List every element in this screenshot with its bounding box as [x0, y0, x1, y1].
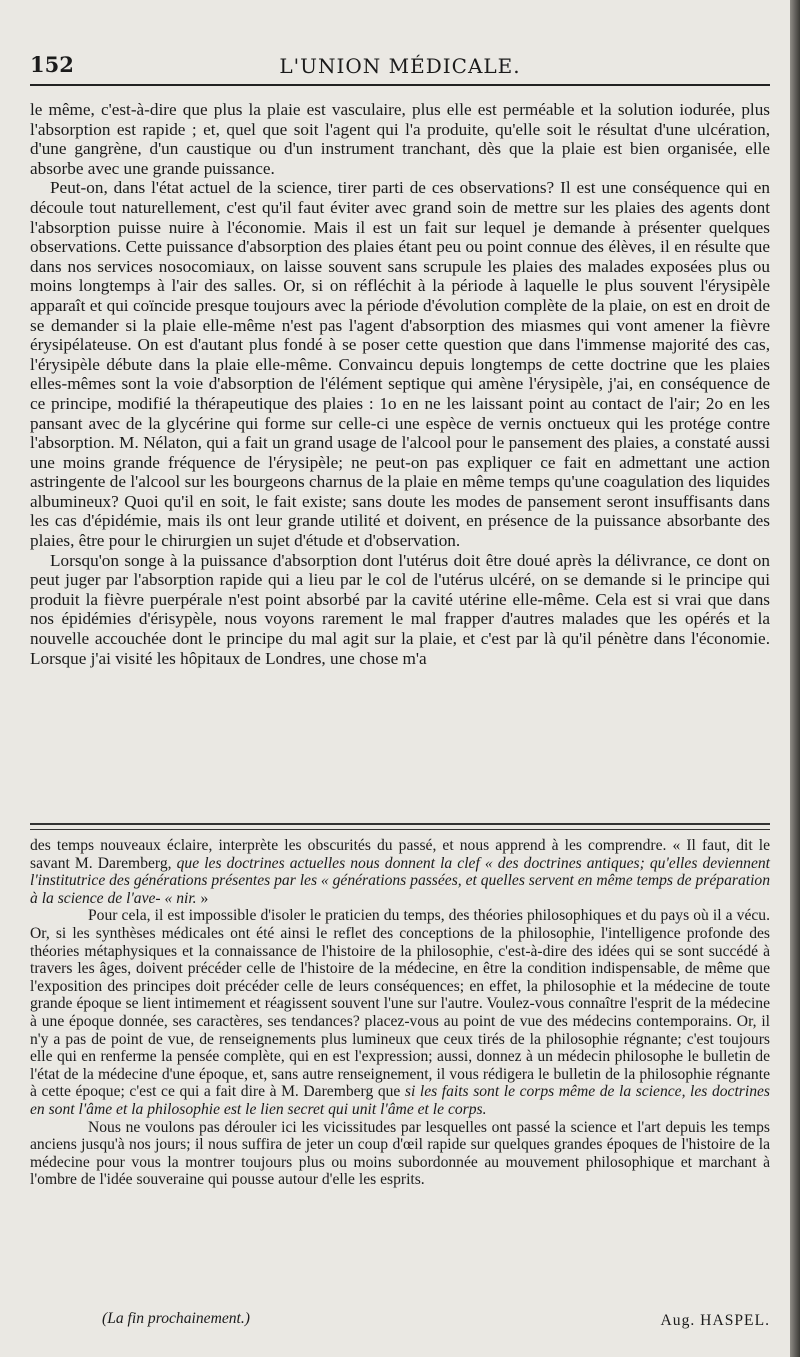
- author-signature: Aug. HASPEL.: [660, 1312, 770, 1329]
- note-paragraph-3: Nous ne voulons pas dérouler ici les vicissitudes par lesquelles ont passé la science et l'art depuis les temps anciens jusqu'à nos jours; il nous suffira de jeter un coup d'œil rapide sur quelques grandes époques de l'histoire de la médecine pour vous la montrer toujours plus ou moins subordonnée au mouvement philosophique et marchant à l'ombre de l'idée souveraine qui pousse autour d'elle les esprits.: [30, 1118, 770, 1189]
- note-quote-1: que les doctrines actuelles nous donnent la clef « des doctrines antiques; qu'elles deviennent l'institutrice des générations présentes par les « générations passées, et quelles servent en même temps de préparation à la science de l'ave- « nir.: [30, 854, 771, 907]
- signature-line: [30, 1310, 770, 1332]
- header-rule: [30, 84, 770, 86]
- page-number: 152: [30, 52, 74, 77]
- section-divider: [30, 823, 770, 830]
- note-paragraph-1-text: des temps nouveaux éclaire, interprète les obscurités du passé, et nous apprend à les comprendre. « Il faut, dit le savant M. Daremberg,: [30, 837, 770, 872]
- note-paragraph-2-text: Pour cela, il est impossible d'isoler le praticien du temps, des théories philosophiques et du pays où il a vécu. Or, si les synthèses médicales ont été ainsi le reflet des conceptions de la philosophie, l'intelligence profonde des théories métaphysiques et la connaissance de l'histoire de la philosophie, c'est-à-dire des idées qui se sont succédé à travers les âges, doivent précéder celle de l'histoire de la médecine, en être la condition indispensable, de même que l'exposition des principes doit précéder celle de leurs conséquences; en effet, la philosophie et la médecine de toute grande époque se lient intimement et réagissent souvent l'une sur l'autre. Voulez-vous connaître l'esprit de la médecine à une époque donnée, ses caractères, ses tendances? placez-vous au point de vue des médecins contemporains. Or, il n'y a pas de point de vue, de renseignements plus lumineux que ceux tirés de la philosophie régnante; c'est toujours elle qui en renferme la pensée complète, qui en est l'expression; aussi, donnez à un médecin philosophe le bulletin de l'état de la médecine d'une époque, et, sans autre renseignement, il vous rédigera le bulletin de la philosophie régnante à cette époque; c'est ce qui a fait dire à M. Daremberg que: [30, 907, 770, 1101]
- note-quote-2: si les faits sont le corps même de la science, les doctrines en sont l'âme et la philosophie est le lien secret qui unit l'âme et le corps.: [30, 1083, 770, 1118]
- note-paragraph-1: [30, 837, 770, 907]
- note-paragraph-2: [30, 907, 770, 1118]
- journal-title: L'UNION MÉDICALE.: [279, 54, 521, 78]
- note-paragraph-1-end: »: [196, 889, 209, 907]
- page-binding-edge: [790, 0, 800, 1357]
- main-paragraph-2: Peut-on, dans l'état actuel de la science, tirer parti de ces observations? Il est une conséquence qui en découle tout naturellement, c'est qu'il faut éviter avec grand soin de mettre sur les plaies des agents dont l'absorption puisse nuire à l'économie. Mais il est un fait sur lequel je demande à présenter quelques observations. Cette puissance d'absorption des plaies étant peu ou point connue des élèves, il en résulte que dans nos services nosocomiaux, on laisse souvent sans scrupule les plaies des malades exposées plus ou moins longtemps à l'air des salles. Or, si on réfléchit à la période à laquelle le plus souvent l'érysipèle apparaît et qui coïncide presque toujours avec la période d'évolution complète de la plaie, on est en droit de se demander si la plaie elle-même n'est pas l'agent d'absorption des miasmes qui vont amener la fièvre érysipélateuse. On est d'autant plus fondé à se poser cette question que dans l'immense majorité des cas, l'érysipèle débute dans la plaie elle-même. Convaincu depuis longtemps de cette doctrine que les plaies elles-mêmes sont la voie d'absorption de l'élément septique qui amène l'érysipèle, j'ai, en conséquence de ce principe, modifié la thérapeutique des plaies : 1o en ne les laissant point au contact de l'air; 2o en les pansant avec de la glycérine qui forme sur celle-ci une espèce de vernis onctueux qui les protége contre l'absorption. M. Nélaton, qui a fait un grand usage de l'alcool pour le pansement des plaies, a constaté aussi une moins grande fréquence de l'érysipèle; ne peut-on pas expliquer ce fait en admettant une action astringente de l'alcool sur les bourgeons charnus de la plaie en même temps qu'une coagulation des liquides albumineux? Quoi qu'il en soit, le fait existe; sans doute les modes de pansement seront insuffisants dans les cas d'épidémie, mais ils ont leur grande utilité et doivent, en présence de la puissance absorbante des plaies, être pour le chirurgien un sujet d'étude et d'observation.: [30, 178, 770, 551]
- continuation-note: (La fin prochainement.): [102, 1310, 250, 1327]
- main-text: [30, 100, 770, 668]
- feuilleton-text: [30, 837, 770, 1189]
- main-paragraph-3: Lorsqu'on songe à la puissance d'absorption dont l'utérus doit être doué après la délivrance, ce dont on peut juger par l'absorption rapide qui a lieu par le col de l'utérus ulcéré, on se demande si le principe qui produit la fièvre puerpérale n'est point absorbé par la cavité utérine elle-même. Cela est si vrai que dans nos épidémies d'érisypèle, nous voyons rarement le mal frapper d'autres malades que les opérés et la nouvelle accouchée dont le principe du mal agit sur la plaie, et c'est par là qu'il pénètre dans l'économie. Lorsque j'ai visité les hôpitaux de Londres, une chose m'a: [30, 550, 770, 668]
- main-paragraph-1: le même, c'est-à-dire que plus la plaie est vasculaire, plus elle est perméable et la solution iodurée, plus l'absorption est rapide ; et, quel que soit l'agent qui l'a produite, qu'elle soit le résultat d'une ulcération, d'une gangrène, d'un caustique ou d'un instrument tranchant, dès que la plaie est bien organisée, elle absorbe avec une grande puissance.: [30, 100, 770, 178]
- page-header: [30, 52, 770, 80]
